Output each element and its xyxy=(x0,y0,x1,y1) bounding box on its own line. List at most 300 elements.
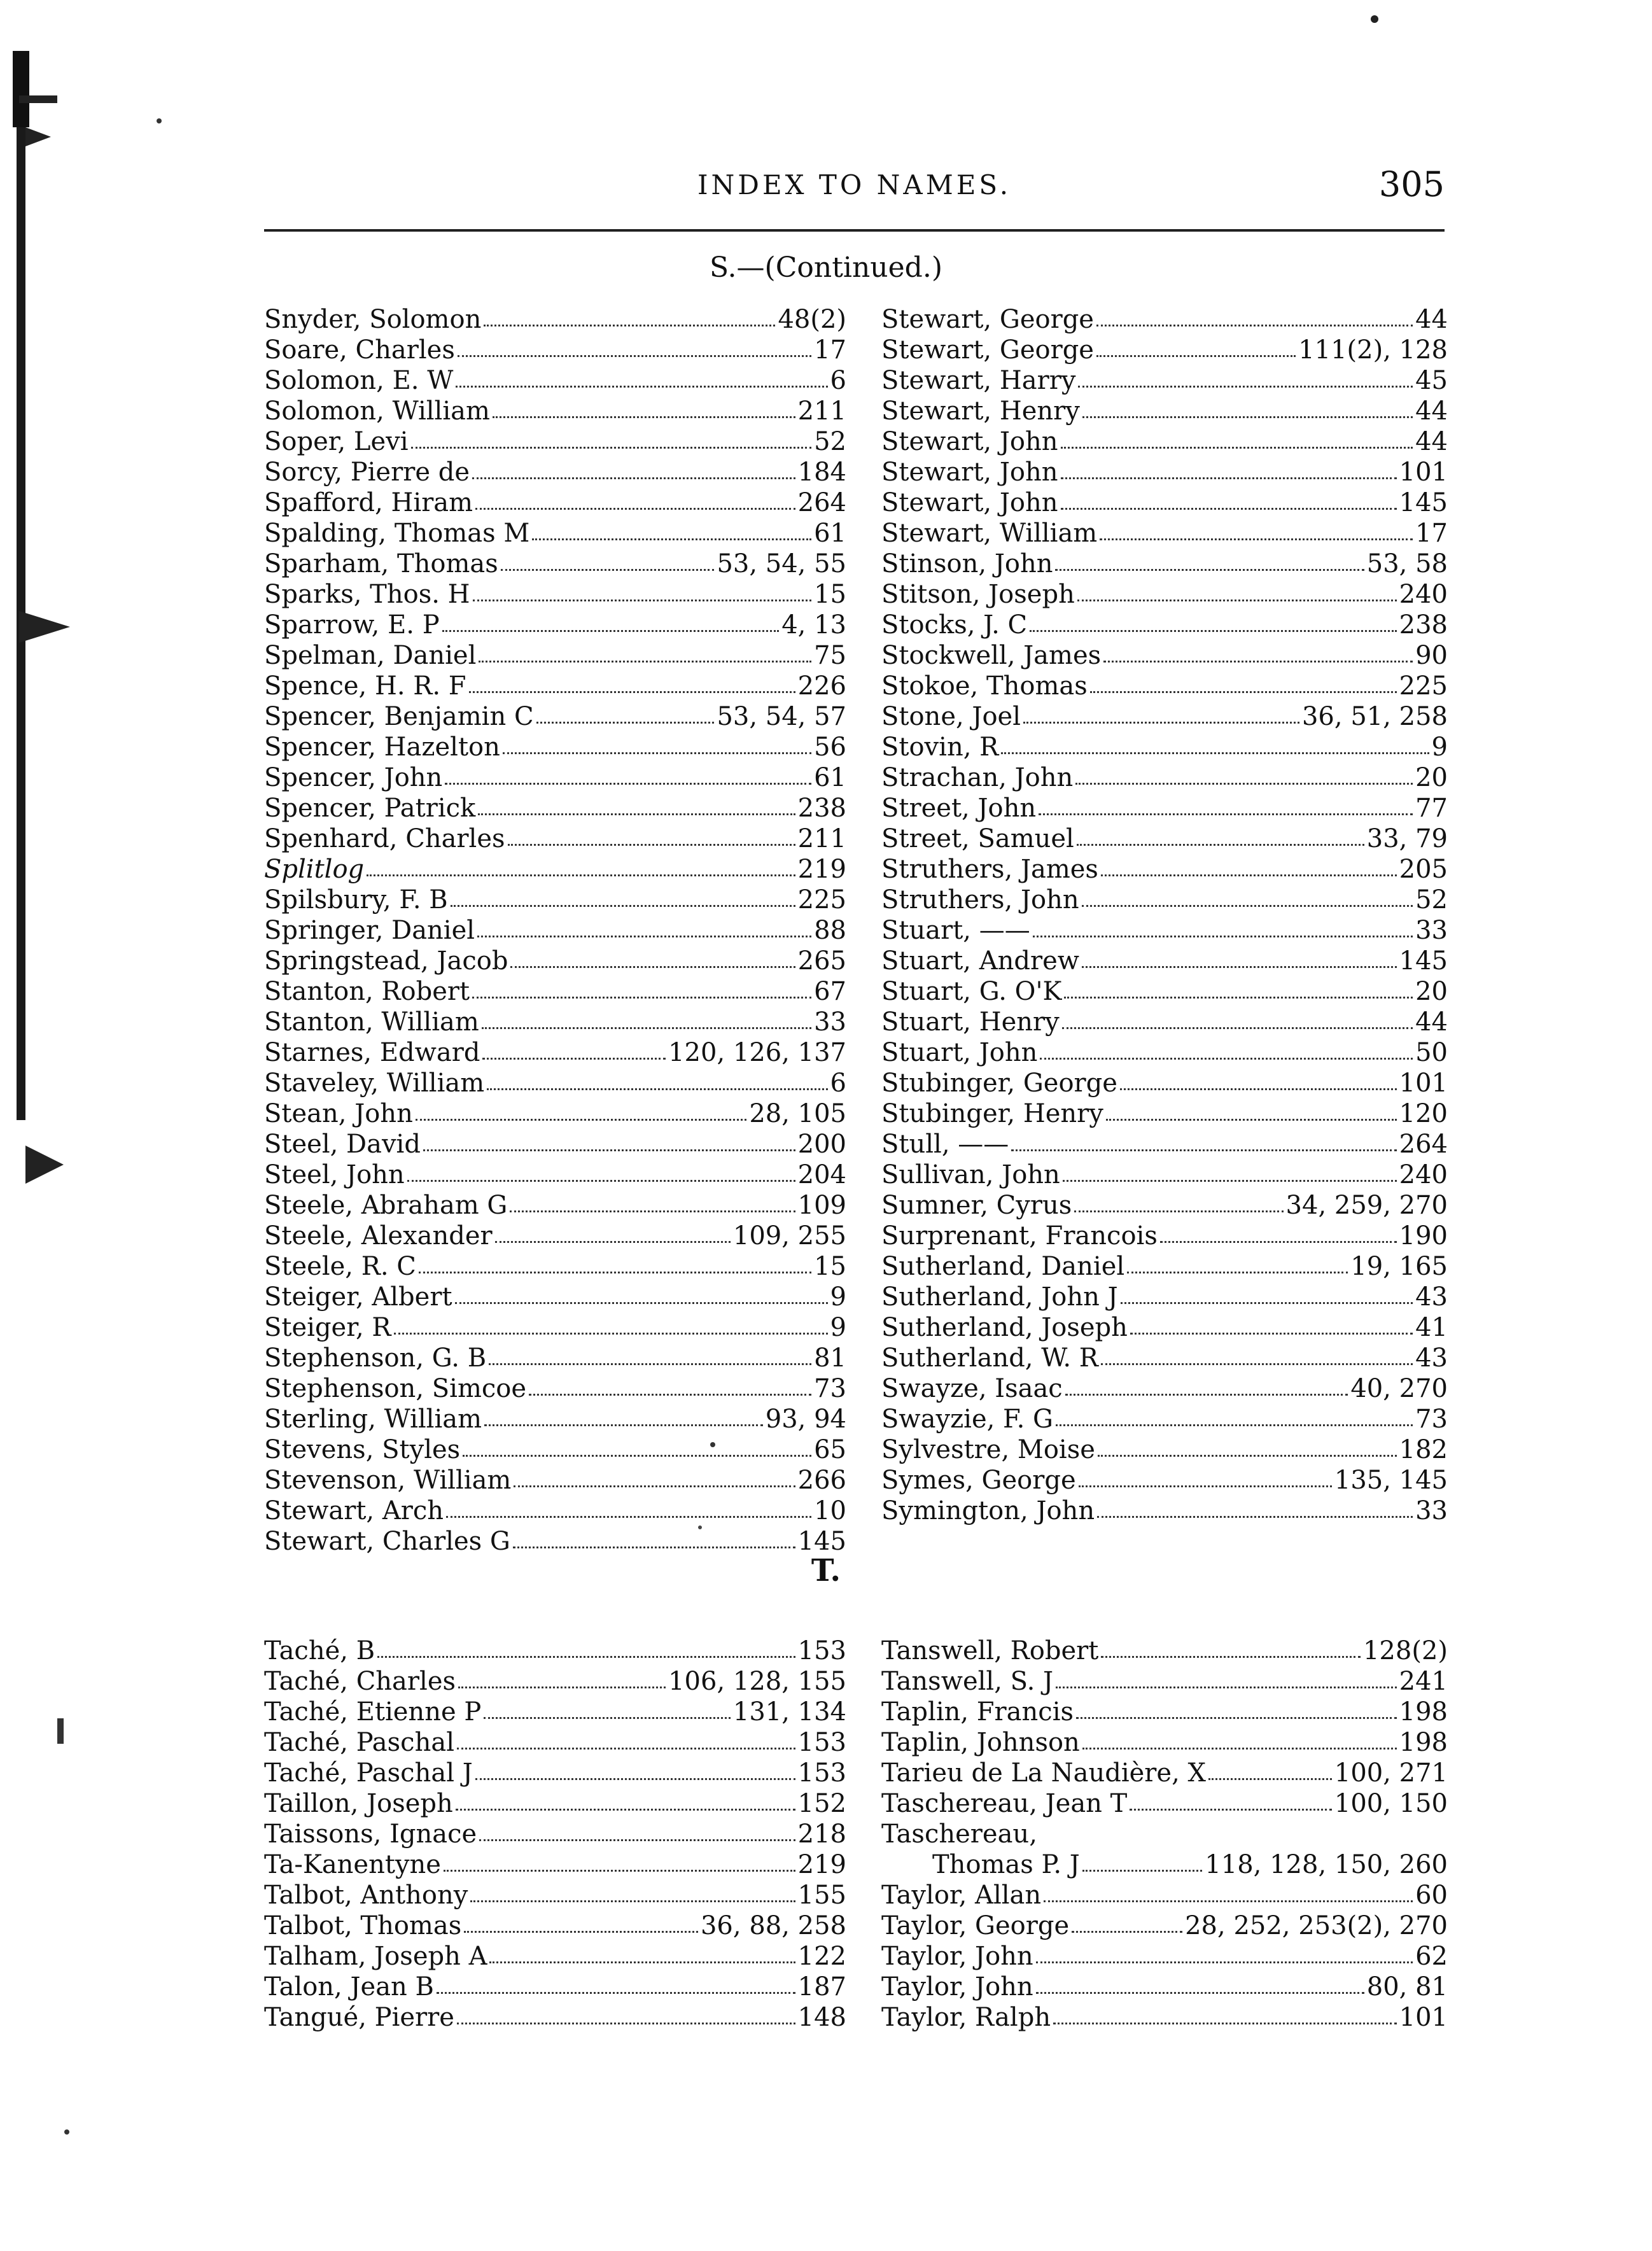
dot-leader xyxy=(482,1058,666,1060)
index-column-t-left xyxy=(264,1636,846,2033)
entry-page-refs: 88 xyxy=(814,916,846,945)
entry-name: Spencer, Benjamin C xyxy=(264,702,534,731)
entry-page-refs: 122 xyxy=(797,1942,846,1971)
section-heading-s: S.—(Continued.) xyxy=(709,251,942,284)
entry-name: Sutherland, Joseph xyxy=(881,1313,1128,1342)
dot-leader xyxy=(1100,538,1413,540)
index-entry xyxy=(264,1221,846,1251)
dot-leader xyxy=(437,1992,795,1994)
dot-leader xyxy=(1082,1748,1397,1750)
entry-name: Steiger, Albert xyxy=(264,1282,452,1312)
entry-page-refs: 198 xyxy=(1399,1728,1448,1757)
entry-page-refs: 111(2), 128 xyxy=(1298,335,1448,365)
entry-page-refs: 135, 145 xyxy=(1334,1466,1448,1495)
entry-page-refs: 241 xyxy=(1399,1667,1448,1696)
dot-leader xyxy=(451,905,795,907)
index-entry xyxy=(264,1727,846,1758)
dot-leader xyxy=(484,1717,731,1719)
index-entry xyxy=(264,487,846,518)
index-entry xyxy=(881,396,1448,426)
index-entry xyxy=(881,793,1448,824)
dot-leader xyxy=(469,691,795,693)
index-entry xyxy=(881,579,1448,610)
dot-leader xyxy=(1101,874,1397,876)
entry-name: Springstead, Jacob xyxy=(264,946,508,976)
entry-page-refs: 264 xyxy=(797,488,846,517)
entry-page-refs: 101 xyxy=(1399,458,1448,487)
entry-name: Sterling, William xyxy=(264,1405,482,1434)
index-entry xyxy=(264,1526,846,1557)
dot-leader xyxy=(1103,661,1413,663)
entry-name: Taché, Paschal J xyxy=(264,1758,473,1788)
index-entry xyxy=(264,1972,846,2002)
entry-name: Symes, George xyxy=(881,1466,1076,1495)
dot-leader xyxy=(1033,936,1413,937)
index-entry xyxy=(264,1819,846,1849)
dot-leader xyxy=(1056,1686,1397,1688)
entry-name: Stuart, John xyxy=(881,1038,1038,1067)
entry-page-refs: 40, 270 xyxy=(1350,1374,1448,1403)
entry-name: Ta-Kanentyne xyxy=(264,1850,441,1879)
index-entry xyxy=(881,701,1448,732)
entry-page-refs: 50 xyxy=(1415,1038,1448,1067)
dot-leader xyxy=(419,1272,811,1273)
dot-leader xyxy=(536,722,715,724)
entry-name: Stewart, Charles G xyxy=(264,1527,510,1556)
entry-name: Steele, Abraham G xyxy=(264,1191,508,1220)
entry-name: Stokoe, Thomas xyxy=(881,671,1088,701)
index-entry xyxy=(881,1941,1448,1972)
entry-name: Talbot, Anthony xyxy=(264,1881,468,1910)
entry-page-refs: 53, 54, 55 xyxy=(717,549,846,579)
entry-name: Stewart, John xyxy=(881,488,1058,517)
index-entry xyxy=(264,1496,846,1526)
index-entry xyxy=(881,640,1448,671)
running-title: INDEX TO NAMES. xyxy=(697,169,1012,200)
entry-page-refs: 240 xyxy=(1399,580,1448,609)
dot-leader xyxy=(1160,1241,1397,1243)
index-entry xyxy=(264,671,846,701)
entry-page-refs: 65 xyxy=(814,1435,846,1464)
entry-name: Stone, Joel xyxy=(881,702,1021,731)
entry-name: Starnes, Edward xyxy=(264,1038,480,1067)
dot-leader xyxy=(477,936,811,937)
dot-leader xyxy=(1064,997,1413,999)
dot-leader xyxy=(423,1149,795,1151)
dot-leader xyxy=(458,1686,666,1688)
index-entry xyxy=(881,549,1448,579)
entry-page-refs: 33 xyxy=(1415,1496,1448,1525)
entry-page-refs: 52 xyxy=(1415,885,1448,915)
dot-leader xyxy=(1063,1180,1397,1182)
dot-leader xyxy=(1090,691,1397,693)
entry-page-refs: 67 xyxy=(814,977,846,1006)
entry-page-refs: 100, 150 xyxy=(1334,1789,1448,1818)
dot-leader xyxy=(514,1485,795,1487)
dot-leader xyxy=(1127,1272,1348,1273)
index-entry xyxy=(881,1404,1448,1434)
dot-leader xyxy=(1097,1516,1413,1518)
dot-leader xyxy=(1076,1717,1397,1719)
index-entry xyxy=(264,426,846,457)
entry-page-refs: 106, 128, 155 xyxy=(668,1667,846,1696)
dot-leader xyxy=(475,508,795,510)
index-entry xyxy=(881,1343,1448,1373)
dot-leader xyxy=(529,1394,811,1396)
index-entry xyxy=(881,335,1448,365)
entry-page-refs: 45 xyxy=(1415,366,1448,395)
index-entry xyxy=(881,1251,1448,1282)
entry-name: Taylor, Ralph xyxy=(881,2003,1051,2032)
entry-page-refs: 61 xyxy=(814,763,846,792)
entry-name: Stewart, Harry xyxy=(881,366,1076,395)
entry-name: Symington, John xyxy=(881,1496,1095,1525)
entry-name: Tanswell, Robert xyxy=(881,1636,1099,1665)
dot-leader xyxy=(1061,447,1413,449)
dot-leader xyxy=(445,783,811,785)
entry-name: Taylor, John xyxy=(881,1972,1033,2002)
index-entry xyxy=(264,854,846,885)
index-entry xyxy=(264,1697,846,1727)
index-entry xyxy=(881,1496,1448,1526)
entry-name: Stubinger, Henry xyxy=(881,1099,1103,1128)
dot-leader xyxy=(1040,1058,1413,1060)
entry-page-refs: 53, 58 xyxy=(1366,549,1448,579)
entry-name: Stewart, Arch xyxy=(264,1496,444,1525)
entry-page-refs: 61 xyxy=(814,519,846,548)
entry-name: Street, Samuel xyxy=(881,824,1074,853)
entry-name: Sutherland, Daniel xyxy=(881,1252,1125,1281)
index-entry xyxy=(264,1880,846,1911)
dot-leader xyxy=(407,1180,795,1182)
index-entry xyxy=(881,1312,1448,1343)
entry-name: Spilsbury, F. B xyxy=(264,885,448,915)
index-entry xyxy=(881,1911,1448,1941)
dot-leader xyxy=(1001,752,1429,754)
index-column-s-left xyxy=(264,304,846,1557)
index-entry xyxy=(264,304,846,335)
entry-page-refs: 153 xyxy=(797,1758,846,1788)
entry-name: Taylor, John xyxy=(881,1942,1033,1971)
entry-name: Steel, David xyxy=(264,1130,421,1159)
entry-name: Taché, Paschal xyxy=(264,1728,454,1757)
entry-name: Sumner, Cyrus xyxy=(881,1191,1072,1220)
dot-leader xyxy=(1096,355,1296,357)
entry-name: Spenhard, Charles xyxy=(264,824,505,853)
entry-page-refs: 15 xyxy=(814,580,846,609)
entry-page-refs: 155 xyxy=(797,1881,846,1910)
dot-leader xyxy=(503,752,811,754)
index-entry xyxy=(264,610,846,640)
dot-leader xyxy=(463,1455,811,1457)
index-entry xyxy=(264,1343,846,1373)
entry-name: Tangué, Pierre xyxy=(264,2003,454,2032)
index-entry xyxy=(881,1373,1448,1404)
entry-page-refs: 219 xyxy=(797,855,846,884)
dot-leader xyxy=(456,1809,795,1811)
index-entry xyxy=(264,518,846,549)
index-entry xyxy=(264,1758,846,1788)
entry-page-refs: 120, 126, 137 xyxy=(668,1038,846,1067)
dot-leader xyxy=(487,1088,827,1090)
index-entry xyxy=(264,946,846,976)
index-entry xyxy=(264,365,846,396)
entry-name: Talon, Jean B xyxy=(264,1972,434,2002)
dot-leader xyxy=(495,1241,731,1243)
index-entry xyxy=(881,1221,1448,1251)
dot-leader xyxy=(472,997,811,999)
dot-leader xyxy=(1044,1900,1413,1902)
dot-leader xyxy=(411,447,812,449)
entry-page-refs: 198 xyxy=(1399,1697,1448,1727)
dot-leader xyxy=(1098,1455,1397,1457)
entry-name: Stewart, George xyxy=(881,335,1094,365)
entry-page-refs: 101 xyxy=(1399,2003,1448,2032)
entry-page-refs: 17 xyxy=(814,335,846,365)
entry-page-refs: 44 xyxy=(1415,1007,1448,1037)
entry-page-refs: 205 xyxy=(1399,855,1448,884)
dot-leader xyxy=(1096,325,1413,326)
entry-name: Stuart, Henry xyxy=(881,1007,1060,1037)
index-entry xyxy=(881,2002,1448,2033)
dot-leader xyxy=(1056,1424,1413,1426)
entry-name: Stean, John xyxy=(264,1099,413,1128)
entry-page-refs: 9 xyxy=(1431,733,1448,762)
dot-leader xyxy=(1065,1394,1348,1396)
section-heading-t: T. xyxy=(811,1553,841,1588)
entry-page-refs: 190 xyxy=(1399,1221,1448,1251)
dot-leader xyxy=(1039,813,1413,815)
entry-name: Sparks, Thos. H xyxy=(264,580,470,609)
dot-leader xyxy=(455,1302,828,1304)
entry-page-refs: 9 xyxy=(830,1282,846,1312)
index-entry xyxy=(264,457,846,487)
entry-page-refs: 265 xyxy=(797,946,846,976)
entry-page-refs: 128(2) xyxy=(1362,1636,1448,1665)
entry-name: Taplin, Francis xyxy=(881,1697,1074,1727)
dot-leader xyxy=(1055,569,1364,571)
index-entry xyxy=(881,1190,1448,1221)
index-entry xyxy=(264,1849,846,1880)
dot-leader xyxy=(1062,1027,1413,1029)
index-column-s-right xyxy=(881,304,1448,1526)
entry-page-refs: 101 xyxy=(1399,1069,1448,1098)
entry-name: Staveley, William xyxy=(264,1069,485,1098)
dot-leader xyxy=(457,1748,795,1750)
index-entry xyxy=(881,1636,1448,1666)
entry-page-refs: 109, 255 xyxy=(732,1221,846,1251)
index-entry xyxy=(881,1666,1448,1697)
index-entry xyxy=(881,1098,1448,1129)
entry-name: Thomas P. J xyxy=(932,1850,1080,1879)
entry-page-refs: 145 xyxy=(1399,946,1448,976)
dot-leader xyxy=(510,966,795,968)
index-entry xyxy=(881,854,1448,885)
index-entry xyxy=(264,1190,846,1221)
dot-leader xyxy=(1061,508,1397,510)
dot-leader xyxy=(1130,1333,1413,1335)
dot-leader xyxy=(479,1839,795,1841)
index-entry xyxy=(881,1880,1448,1911)
entry-name: Springer, Daniel xyxy=(264,916,475,945)
entry-name: Soare, Charles xyxy=(264,335,455,365)
entry-name: Stevens, Styles xyxy=(264,1435,461,1464)
entry-page-refs: 34, 259, 270 xyxy=(1285,1191,1448,1220)
entry-page-refs: 36, 51, 258 xyxy=(1301,702,1448,731)
entry-name: Spelman, Daniel xyxy=(264,641,477,670)
index-entry xyxy=(881,1727,1448,1758)
entry-name: Steele, R. C xyxy=(264,1252,416,1281)
entry-name: Stewart, Henry xyxy=(881,396,1080,426)
index-entry xyxy=(881,1007,1448,1037)
entry-name: Splitlog xyxy=(264,855,365,884)
entry-page-refs: 211 xyxy=(797,824,846,853)
entry-name: Stitson, Joseph xyxy=(881,580,1075,609)
entry-name: Solomon, E. W xyxy=(264,366,454,395)
entry-page-refs: 80, 81 xyxy=(1366,1972,1448,2002)
dot-leader xyxy=(1074,1210,1283,1212)
index-entry xyxy=(881,426,1448,457)
entry-page-refs: 33, 79 xyxy=(1366,824,1448,853)
dot-leader xyxy=(1208,1778,1332,1780)
index-entry xyxy=(264,1788,846,1819)
entry-name: Stovin, R xyxy=(881,733,999,762)
index-entry xyxy=(264,732,846,762)
entry-name: Swayzie, F. G xyxy=(881,1405,1053,1434)
index-entry xyxy=(881,976,1448,1007)
entry-page-refs: 62 xyxy=(1415,1942,1448,1971)
dot-leader xyxy=(1011,1149,1396,1151)
dot-leader xyxy=(484,325,775,326)
dot-leader xyxy=(1023,722,1299,724)
entry-name: Sullivan, John xyxy=(881,1160,1060,1189)
entry-page-refs: 4, 13 xyxy=(781,610,846,640)
entry-name: Stuart, G. O'K xyxy=(881,977,1062,1006)
entry-page-refs: 43 xyxy=(1415,1282,1448,1312)
entry-page-refs: 9 xyxy=(830,1313,846,1342)
index-entry xyxy=(264,701,846,732)
entry-page-refs: 118, 128, 150, 260 xyxy=(1205,1850,1448,1879)
dot-leader xyxy=(1036,1992,1364,1994)
dot-leader xyxy=(479,661,811,663)
entry-page-refs: 120 xyxy=(1399,1099,1448,1128)
entry-name: Sutherland, John J xyxy=(881,1282,1118,1312)
index-entry xyxy=(264,1465,846,1496)
entry-name: Tanswell, S. J xyxy=(881,1667,1054,1696)
dot-leader xyxy=(493,416,795,418)
index-entry xyxy=(881,1282,1448,1312)
dot-leader xyxy=(1120,1088,1397,1090)
index-entry xyxy=(881,1972,1448,2002)
entry-name: Stewart, George xyxy=(881,305,1094,334)
dot-leader xyxy=(464,1931,698,1933)
index-entry xyxy=(881,946,1448,976)
entry-name: Taillon, Joseph xyxy=(264,1789,453,1818)
entry-page-refs: 41 xyxy=(1415,1313,1448,1342)
entry-page-refs: 19, 165 xyxy=(1350,1252,1448,1281)
dot-leader xyxy=(1036,1961,1413,1963)
entry-page-refs: 109 xyxy=(797,1191,846,1220)
index-entry xyxy=(264,1404,846,1434)
entry-name: Solomon, William xyxy=(264,396,490,426)
entry-name: Spencer, John xyxy=(264,763,443,792)
index-entry xyxy=(264,1636,846,1666)
dot-leader xyxy=(470,1900,795,1902)
index-entry xyxy=(881,487,1448,518)
entry-name: Stubinger, George xyxy=(881,1069,1117,1098)
dot-leader xyxy=(1030,630,1397,632)
entry-name: Street, John xyxy=(881,794,1037,823)
header-rule xyxy=(264,229,1445,232)
index-entry xyxy=(264,396,846,426)
entry-page-refs: 81 xyxy=(814,1343,846,1373)
entry-name: Stinson, John xyxy=(881,549,1053,579)
entry-name: Taschereau, Jean T xyxy=(881,1789,1128,1818)
entry-name: Tarieu de La Naudière, X xyxy=(881,1758,1206,1788)
entry-page-refs: 100, 271 xyxy=(1334,1758,1448,1788)
index-entry xyxy=(881,1788,1448,1819)
index-entry xyxy=(881,1129,1448,1160)
entry-page-refs: 75 xyxy=(814,641,846,670)
entry-name: Spence, H. R. F xyxy=(264,671,466,701)
entry-page-refs: 33 xyxy=(1415,916,1448,945)
dot-leader xyxy=(1121,1302,1413,1304)
index-entry xyxy=(881,915,1448,946)
entry-name: Sutherland, W. R xyxy=(881,1343,1098,1373)
dot-leader xyxy=(442,630,780,632)
dot-leader xyxy=(510,1210,795,1212)
entry-page-refs: 15 xyxy=(814,1252,846,1281)
entry-name: Spalding, Thomas M xyxy=(264,519,530,548)
entry-name: Struthers, John xyxy=(881,885,1079,915)
dot-leader xyxy=(501,569,715,571)
index-entry xyxy=(264,579,846,610)
entry-page-refs: 44 xyxy=(1415,427,1448,456)
dot-leader xyxy=(1101,1363,1413,1365)
index-entry xyxy=(881,1697,1448,1727)
entry-page-refs: 20 xyxy=(1415,977,1448,1006)
index-entry xyxy=(881,610,1448,640)
dot-leader xyxy=(513,1546,795,1548)
index-entry xyxy=(881,1819,1448,1849)
dot-leader xyxy=(1101,1656,1361,1658)
entry-page-refs: 264 xyxy=(1399,1130,1448,1159)
entry-page-refs: 28, 252, 253(2), 270 xyxy=(1185,1911,1448,1940)
entry-name: Stocks, J. C xyxy=(881,610,1028,640)
entry-name: Stevenson, William xyxy=(264,1466,512,1495)
entry-page-refs: 182 xyxy=(1399,1435,1448,1464)
entry-name: Taylor, Allan xyxy=(881,1881,1042,1910)
entry-page-refs: 60 xyxy=(1415,1881,1448,1910)
index-entry xyxy=(264,549,846,579)
dot-leader xyxy=(458,355,811,357)
entry-page-refs: 152 xyxy=(797,1789,846,1818)
entry-name: Talham, Joseph A xyxy=(264,1942,487,1971)
index-entry xyxy=(881,1758,1448,1788)
entry-name: Stanton, Robert xyxy=(264,977,470,1006)
entry-name: Snyder, Solomon xyxy=(264,305,482,334)
entry-page-refs: 187 xyxy=(797,1972,846,2002)
entry-page-refs: 225 xyxy=(797,885,846,915)
entry-page-refs: 145 xyxy=(797,1527,846,1556)
index-entry xyxy=(881,457,1448,487)
entry-page-refs: 73 xyxy=(1415,1405,1448,1434)
index-entry xyxy=(264,1666,846,1697)
index-entry xyxy=(881,1465,1448,1496)
dot-leader xyxy=(457,2023,795,2024)
entry-name: Sorcy, Pierre de xyxy=(264,458,470,487)
entry-name: Taylor, George xyxy=(881,1911,1070,1940)
